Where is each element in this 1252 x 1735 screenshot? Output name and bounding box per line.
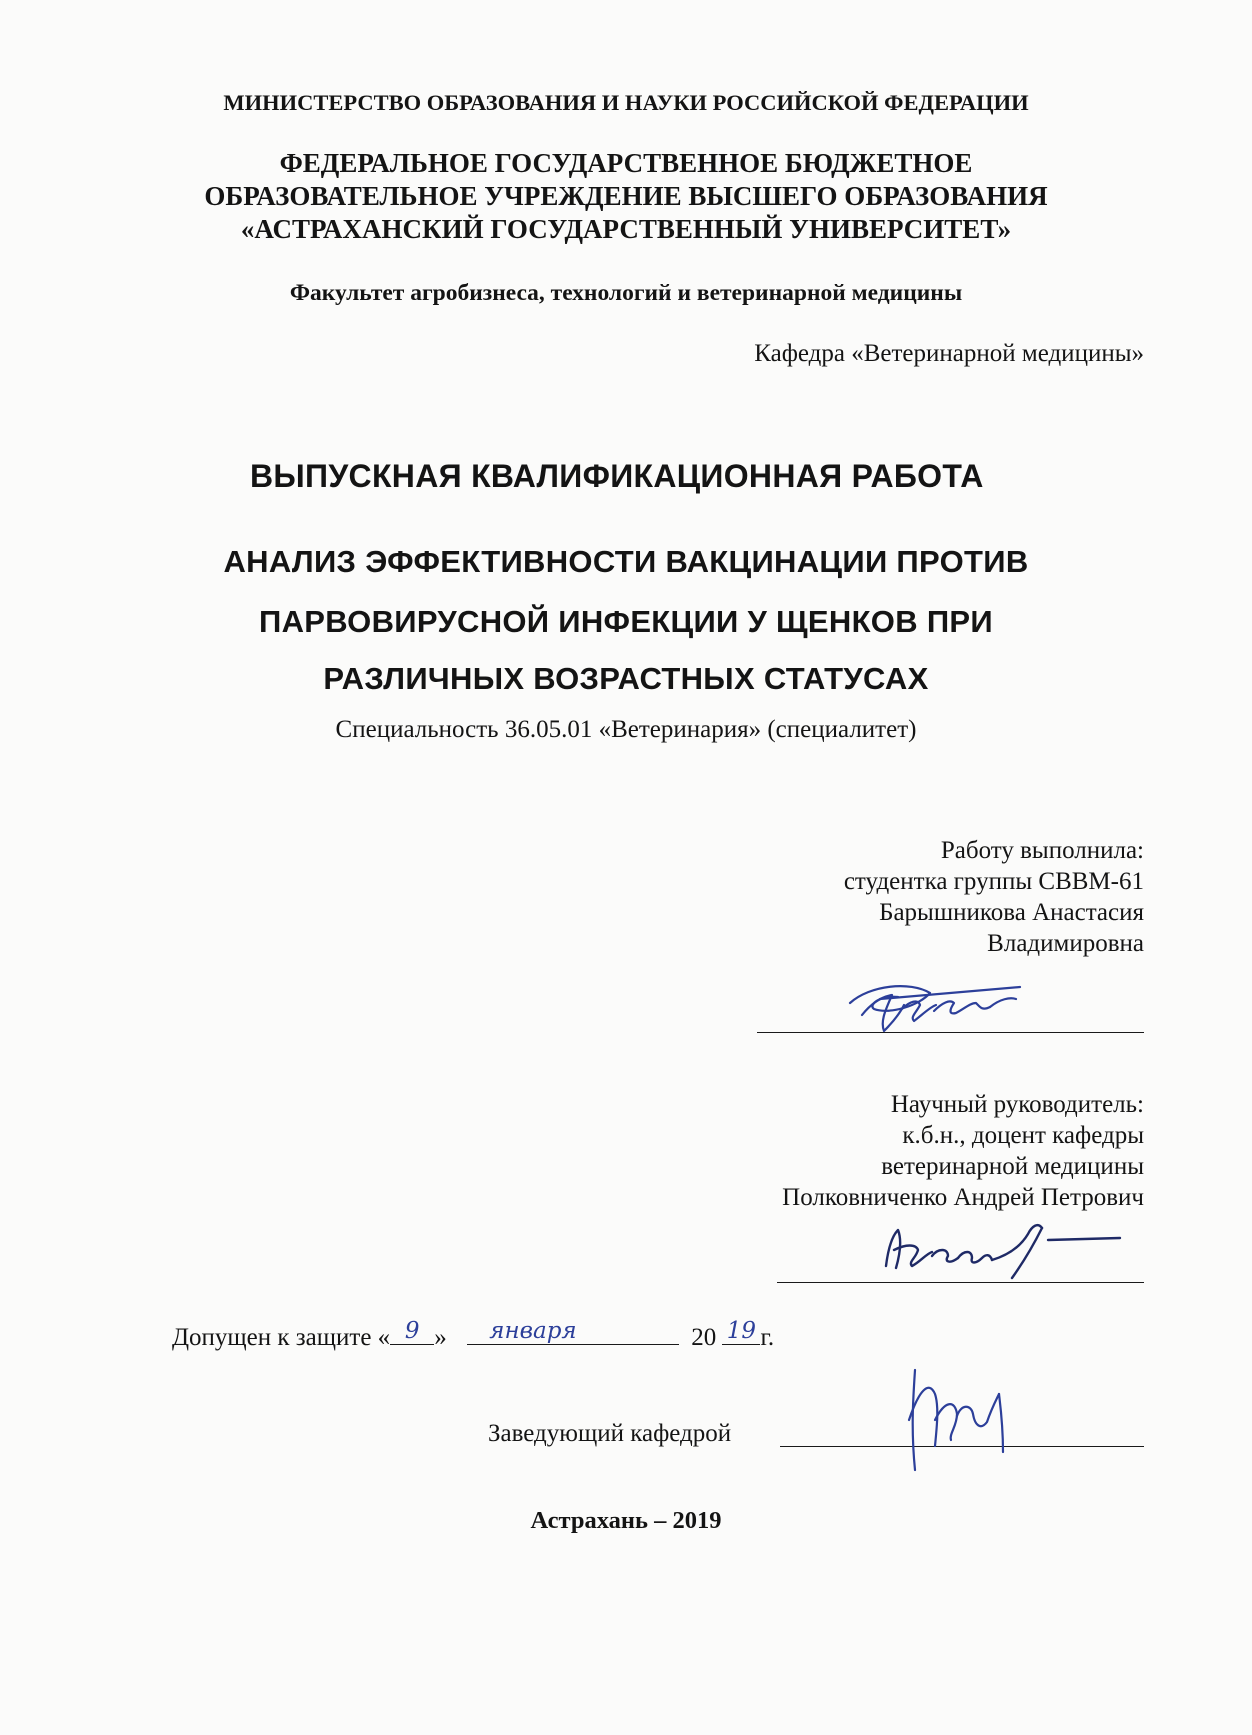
institution-line-1: ФЕДЕРАЛЬНОЕ ГОСУДАРСТВЕННОЕ БЮДЖЕТНОЕ bbox=[279, 148, 973, 178]
admission-suffix: г. bbox=[760, 1324, 775, 1351]
thesis-title-line-2: ПАРВОВИРУСНОЙ ИНФЕКЦИИ У ЩЕНКОВ ПРИ bbox=[259, 604, 993, 639]
advisor-signature-line bbox=[777, 1282, 1144, 1283]
author-signature-line bbox=[757, 1032, 1144, 1033]
admission-close-quote: » bbox=[434, 1324, 447, 1351]
advisor-line-1: Научный руководитель: bbox=[890, 1091, 1144, 1118]
admission-month-blank bbox=[467, 1318, 679, 1345]
admission-row bbox=[172, 1318, 775, 1352]
author-line-2: студентка группы СВВМ-61 bbox=[843, 868, 1144, 895]
department-name: Кафедра «Ветеринарной медицины» bbox=[754, 340, 1144, 367]
head-of-department-label: Заведующий кафедрой bbox=[488, 1420, 732, 1447]
admission-month-value: января bbox=[489, 1318, 577, 1344]
admission-day-value: 9 bbox=[404, 1318, 420, 1344]
city-and-year: Астрахань – 2019 bbox=[530, 1507, 722, 1534]
ministry-heading: МИНИСТЕРСТВО ОБРАЗОВАНИЯ И НАУКИ РОССИЙСКОЙ ФЕДЕРАЦИИ bbox=[223, 90, 1029, 115]
author-line-3: Барышникова Анастасия bbox=[879, 899, 1144, 926]
admission-year-value: 19 bbox=[726, 1318, 757, 1344]
advisor-signature bbox=[872, 1210, 1132, 1290]
advisor-line-4: Полковниченко Андрей Петрович bbox=[782, 1184, 1144, 1211]
faculty-name: Факультет агробизнеса, технологий и ветеринарной медицины bbox=[289, 280, 963, 306]
institution-line-3: «АСТРАХАНСКИЙ ГОСУДАРСТВЕННЫЙ УНИВЕРСИТЕТ» bbox=[240, 214, 1012, 244]
author-block bbox=[844, 835, 1144, 959]
thesis-title-line-1: АНАЛИЗ ЭФФЕКТИВНОСТИ ВАКЦИНАЦИИ ПРОТИВ bbox=[223, 544, 1029, 579]
author-line-4: Владимировна bbox=[987, 930, 1144, 957]
admission-year-prefix: 20 bbox=[691, 1324, 717, 1351]
thesis-title-line-3: РАЗЛИЧНЫХ ВОЗРАСТНЫХ СТАТУСАХ bbox=[323, 661, 929, 696]
head-signature bbox=[895, 1360, 1025, 1480]
specialty-line: Специальность 36.05.01 «Ветеринария» (специалитет) bbox=[335, 716, 917, 743]
author-line-1: Работу выполнила: bbox=[940, 837, 1144, 864]
institution-line-2: ОБРАЗОВАТЕЛЬНОЕ УЧРЕЖДЕНИЕ ВЫСШЕГО ОБРАЗОВАНИЯ bbox=[204, 181, 1048, 211]
work-type-heading: ВЫПУСКНАЯ КВАЛИФИКАЦИОННАЯ РАБОТА bbox=[250, 458, 984, 494]
advisor-line-2: к.б.н., доцент кафедры bbox=[902, 1122, 1144, 1149]
advisor-block bbox=[782, 1089, 1144, 1213]
admission-prefix: Допущен к защите « bbox=[172, 1324, 391, 1351]
advisor-line-3: ветеринарной медицины bbox=[881, 1153, 1144, 1180]
author-signature bbox=[840, 975, 1040, 1045]
admission-year-blank bbox=[722, 1318, 760, 1345]
